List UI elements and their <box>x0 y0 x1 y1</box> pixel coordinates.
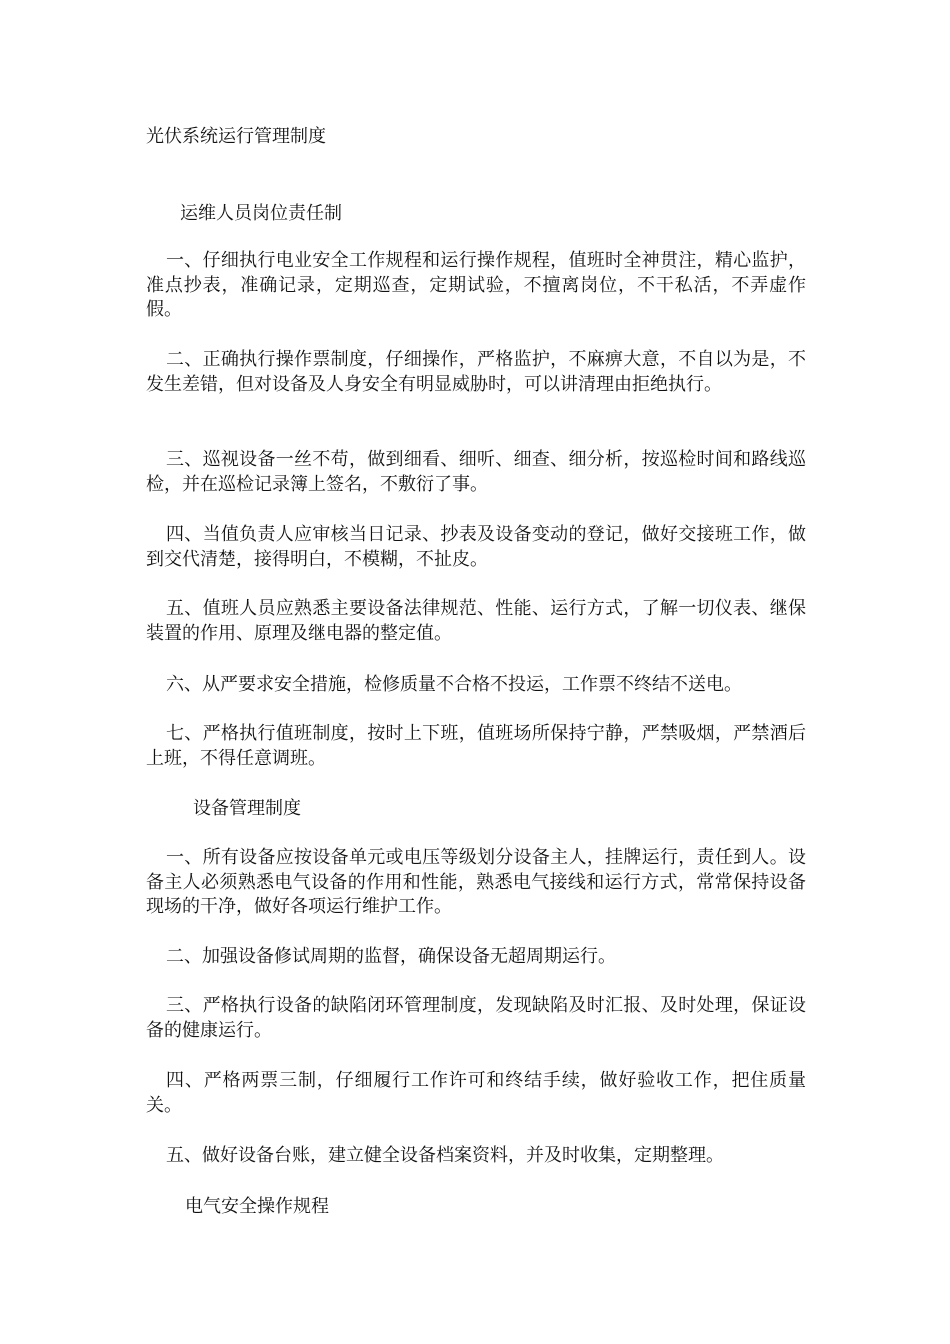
section-heading-post-responsibility: 运维人员岗位责任制 <box>180 203 342 224</box>
document-title: 光伏系统运行管理制度 <box>146 126 326 147</box>
paragraph: 七、严格执行值班制度，按时上下班，值班场所保持宁静，严禁吸烟，严禁酒后上班，不得任意调班。 <box>146 723 806 769</box>
section-heading-electrical-safety: 电气安全操作规程 <box>185 1196 329 1217</box>
section-heading-equipment-management: 设备管理制度 <box>193 798 301 819</box>
paragraph: 二、加强设备修试周期的监督，确保设备无超周期运行。 <box>166 946 616 967</box>
paragraph: 六、从严要求安全措施，检修质量不合格不投运，工作票不终结不送电。 <box>166 674 742 695</box>
paragraph: 一、仔细执行电业安全工作规程和运行操作规程，值班时全神贯注，精心监护，准点抄表，准确记录，定期巡查，定期试验，不擅离岗位，不干私活，不弄虚作假。 <box>146 250 806 320</box>
paragraph: 五、值班人员应熟悉主要设备法律规范、性能、运行方式，了解一切仪表、继保装置的作用、原理及继电器的整定值。 <box>146 598 806 644</box>
paragraph: 二、正确执行操作票制度，仔细操作，严格监护，不麻痹大意，不自以为是，不发生差错，但对设备及人身安全有明显威胁时，可以讲清理由拒绝执行。 <box>146 349 806 395</box>
paragraph: 五、做好设备台账，建立健全设备档案资料，并及时收集，定期整理。 <box>166 1145 724 1166</box>
paragraph: 四、当值负责人应审核当日记录、抄表及设备变动的登记，做好交接班工作，做到交代清楚，接得明白，不模糊，不扯皮。 <box>146 524 806 570</box>
paragraph: 一、所有设备应按设备单元或电压等级划分设备主人，挂牌运行，责任到人。设备主人必须熟悉电气设备的作用和性能，熟悉电气接线和运行方式，常常保持设备现场的干净，做好各项运行维护工作。 <box>146 847 806 917</box>
paragraph: 四、严格两票三制，仔细履行工作许可和终结手续，做好验收工作，把住质量关。 <box>146 1070 806 1116</box>
paragraph: 三、严格执行设备的缺陷闭环管理制度，发现缺陷及时汇报、及时处理，保证设备的健康运行。 <box>146 995 806 1041</box>
paragraph: 三、巡视设备一丝不苟，做到细看、细听、细查、细分析，按巡检时间和路线巡检，并在巡检记录簿上签名，不敷衍了事。 <box>146 449 806 495</box>
